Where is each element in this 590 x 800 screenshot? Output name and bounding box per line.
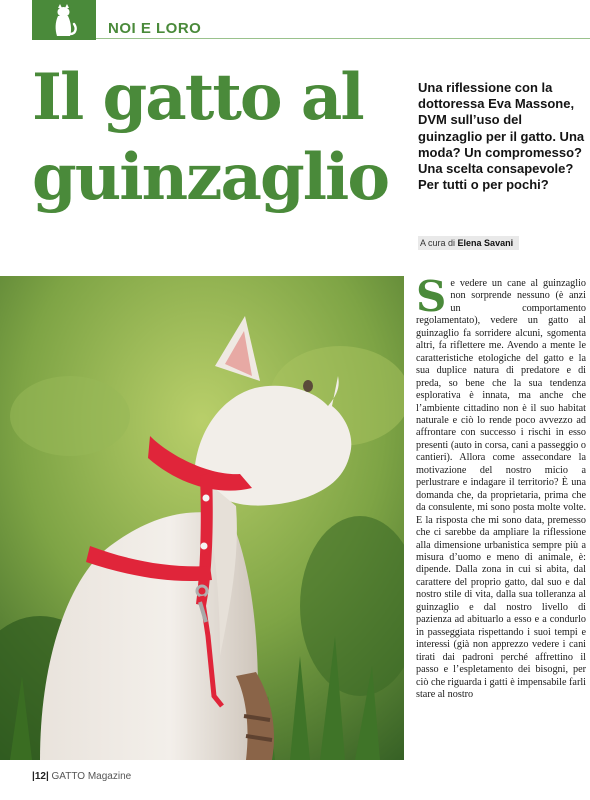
drop-cap: S <box>416 278 447 321</box>
section-label: NOI E LORO <box>108 20 202 37</box>
page-number: 12 <box>34 771 46 782</box>
article-title <box>32 58 412 218</box>
cat-icon <box>52 4 78 38</box>
page-footer: |12| GATTO Magazine <box>32 771 132 782</box>
body-paragraph: e vedere un cane al guinzaglio non sorprende nessuno (è anzi un comportamento regolamentato), vedere un gatto al guinzaglio fa sorridere alcuni, sgomenta altri, fa riflettere me. Avendo a mente le caratteristiche etologiche del gatto e la sua duplice natura di predatore e di preda, so bene che la sua tendenza esplorativa è innata, ma anche che l’ambiente cittadino non è il suo habitat naturale e ciò lo rende poco avvezzo ad affrontare con successo i rischi in esso presenti (auto in corsa, cani a passeggio o cantieri). Allora come assecondare la motivazione del nostro micio a perlustrare e indagare il territorio? È una domanda che, da proprietaria, prima che da consulente, mi sono posta molte volte. E la risposta che mi sono data, premesso che ci sarebbe da ampliare la riflessione alla dimensione urbanistica sempre più a misura d’uomo e meno di animale, è: dipende. Dalla zona in cui si abita, dal carattere del proprio gatto, dal suo e dal nostro stile di vita, dalla sua tolleranza al guinzaglio e dal nostro livello di pazienza ad abituarlo a esso e a condurlo in passeggiata rispettando i suoi tempi e interessi (già non apprezzo vedere i cani tirati dai padroni perché affrettino il passo e l’espletamento dei bisogni, per ciò che riguarda i gatti è impensabile farli stare al nostro <box>416 278 586 700</box>
header-divider <box>96 38 590 39</box>
byline-prefix: A cura di <box>420 238 456 248</box>
byline <box>418 236 519 250</box>
section-header <box>0 0 590 40</box>
section-tab <box>32 0 96 40</box>
magazine-name: GATTO Magazine <box>51 771 132 782</box>
article-body <box>416 278 586 762</box>
byline-author: Elena Savani <box>457 238 514 248</box>
cat-harness-photo <box>0 276 404 760</box>
article-subtitle: Una riflessione con la dottoressa Eva Massone, DVM sull’uso del guinzaglio per il gatto. Una moda? Un compromesso? Una scelta consapevole? Per tutti o per pochi? <box>418 80 585 193</box>
title-line-1: Il gatto al <box>32 60 363 135</box>
title-line-2: guinzaglio <box>32 140 388 215</box>
